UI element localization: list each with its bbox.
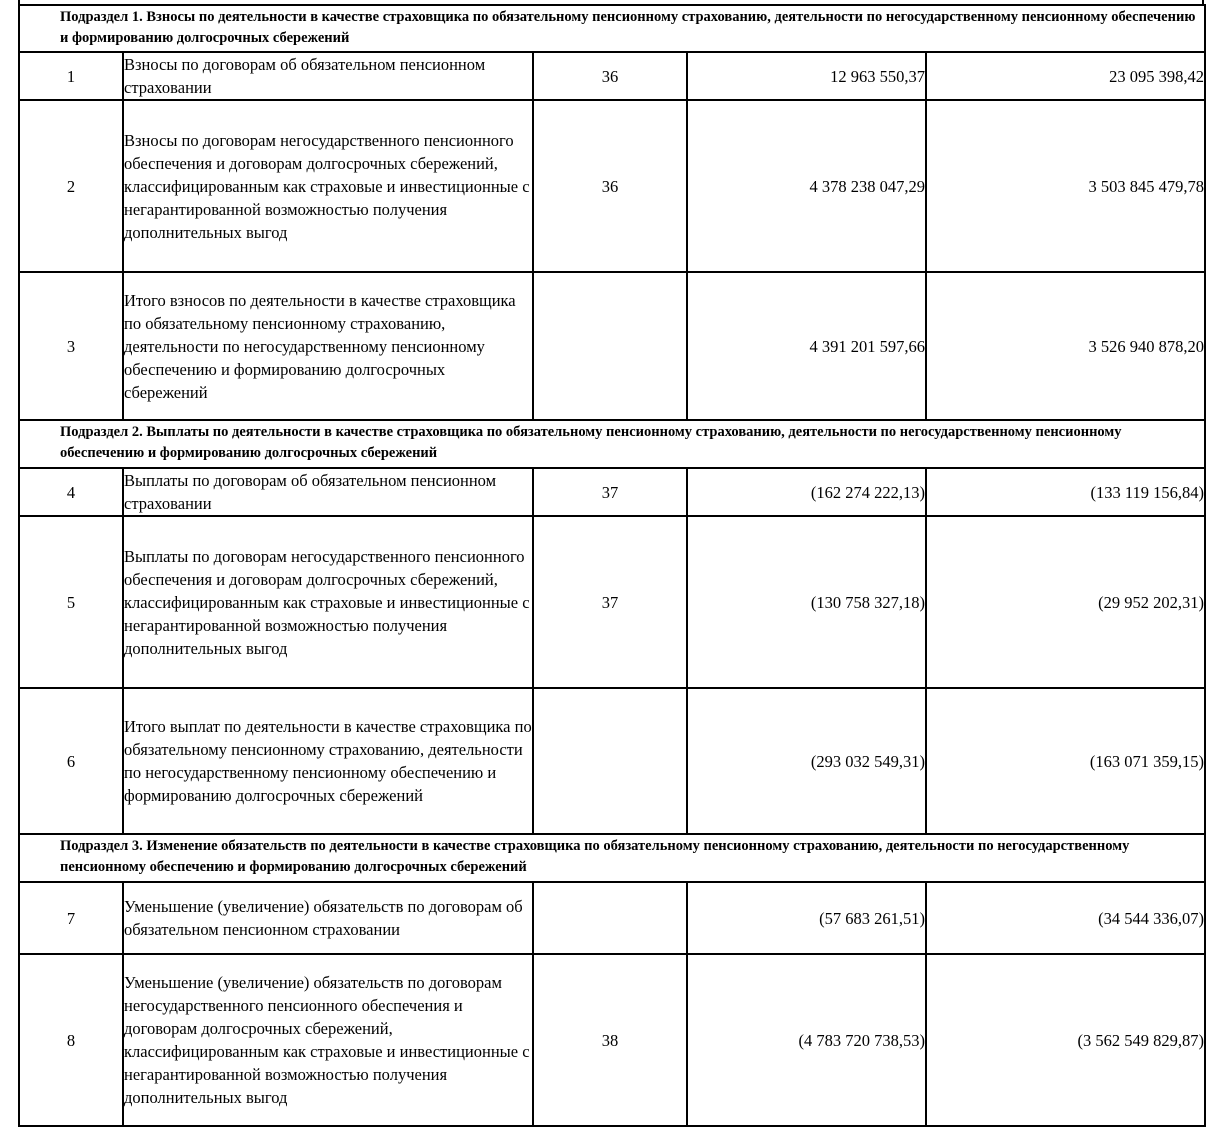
row-name: Взносы по договорам об обязательном пенсионном страховании — [123, 52, 533, 100]
row-previous-value: (34 544 336,07) — [926, 882, 1205, 954]
row-name: Выплаты по договорам об обязательном пенсионном страховании — [123, 468, 533, 516]
row-current-value: 4 378 238 047,29 — [687, 100, 926, 272]
row-previous-value: 3 526 940 878,20 — [926, 272, 1205, 420]
row-number: 4 — [19, 468, 123, 516]
row-note: 36 — [533, 52, 687, 100]
row-note: 37 — [533, 468, 687, 516]
section-title: Подраздел 2. Выплаты по деятельности в качестве страховщика по обязательному пенсионному страхованию, деятельности по негосударственному пенсионному обеспечению и формированию долгосрочных сбережений — [19, 420, 1205, 468]
row-name: Выплаты по договорам негосударственного пенсионного обеспечения и договорам долгосрочных сбережений, классифицированным как страховые и инвестиционные с негарантированной возможностью получения дополнительных выгод — [123, 516, 533, 688]
table-row — [19, 468, 1205, 516]
row-previous-value: 23 095 398,42 — [926, 52, 1205, 100]
row-number: 7 — [19, 882, 123, 954]
row-previous-value: (3 562 549 829,87) — [926, 954, 1205, 1126]
row-number: 6 — [19, 688, 123, 834]
section-title: Подраздел 1. Взносы по деятельности в качестве страховщика по обязательному пенсионному страхованию, деятельности по негосударственному пенсионному обеспечению и формированию долгосрочных сбережений — [19, 5, 1205, 52]
row-note — [533, 272, 687, 420]
table-row — [19, 272, 1205, 420]
row-current-value: (130 758 327,18) — [687, 516, 926, 688]
row-name: Уменьшение (увеличение) обязательств по договорам негосударственного пенсионного обеспечения и договорам долгосрочных сбережений, классифицированным как страховые и инвестиционные с негарантированной возможностью получения дополнительных выгод — [123, 954, 533, 1126]
table-row — [19, 882, 1205, 954]
row-note — [533, 882, 687, 954]
table-row — [19, 516, 1205, 688]
row-note — [533, 688, 687, 834]
table-row — [19, 52, 1205, 100]
row-note: 38 — [533, 954, 687, 1126]
row-number: 2 — [19, 100, 123, 272]
row-previous-value: (163 071 359,15) — [926, 688, 1205, 834]
row-previous-value: (133 119 156,84) — [926, 468, 1205, 516]
row-name: Итого выплат по деятельности в качестве страховщика по обязательному пенсионному страхованию, деятельности по негосударственному пенсионному обеспечению и формированию долгосрочных сбережений — [123, 688, 533, 834]
row-note: 37 — [533, 516, 687, 688]
row-previous-value: (29 952 202,31) — [926, 516, 1205, 688]
table-row — [19, 954, 1205, 1126]
row-current-value: 4 391 201 597,66 — [687, 272, 926, 420]
row-number: 3 — [19, 272, 123, 420]
row-current-value: (162 274 222,13) — [687, 468, 926, 516]
row-current-value: (4 783 720 738,53) — [687, 954, 926, 1126]
row-name: Уменьшение (увеличение) обязательств по договорам об обязательном пенсионном страховании — [123, 882, 533, 954]
row-current-value: 12 963 550,37 — [687, 52, 926, 100]
table-row — [19, 688, 1205, 834]
row-name: Взносы по договорам негосударственного пенсионного обеспечения и договорам долгосрочных сбережений, классифицированным как страховые и инвестиционные с негарантированной возможностью получения дополнительных выгод — [123, 100, 533, 272]
table-row — [19, 100, 1205, 272]
section-title: Подраздел 3. Изменение обязательств по деятельности в качестве страховщика по обязательному пенсионному страхованию, деятельности по негосударственному пенсионному обеспечению и формированию долгосрочных сбережений — [19, 834, 1205, 882]
row-number: 1 — [19, 52, 123, 100]
row-name: Итого взносов по деятельности в качестве страховщика по обязательному пенсионному страхованию, деятельности по негосударственному пенсионному обеспечению и формированию долгосрочных сбережений — [123, 272, 533, 420]
row-current-value: (293 032 549,31) — [687, 688, 926, 834]
row-number: 8 — [19, 954, 123, 1126]
section-header — [19, 420, 1205, 468]
section-header — [19, 834, 1205, 882]
insurance-report-table — [18, 4, 1206, 1127]
row-current-value: (57 683 261,51) — [687, 882, 926, 954]
row-previous-value: 3 503 845 479,78 — [926, 100, 1205, 272]
row-number: 5 — [19, 516, 123, 688]
section-header — [19, 5, 1205, 52]
row-note: 36 — [533, 100, 687, 272]
